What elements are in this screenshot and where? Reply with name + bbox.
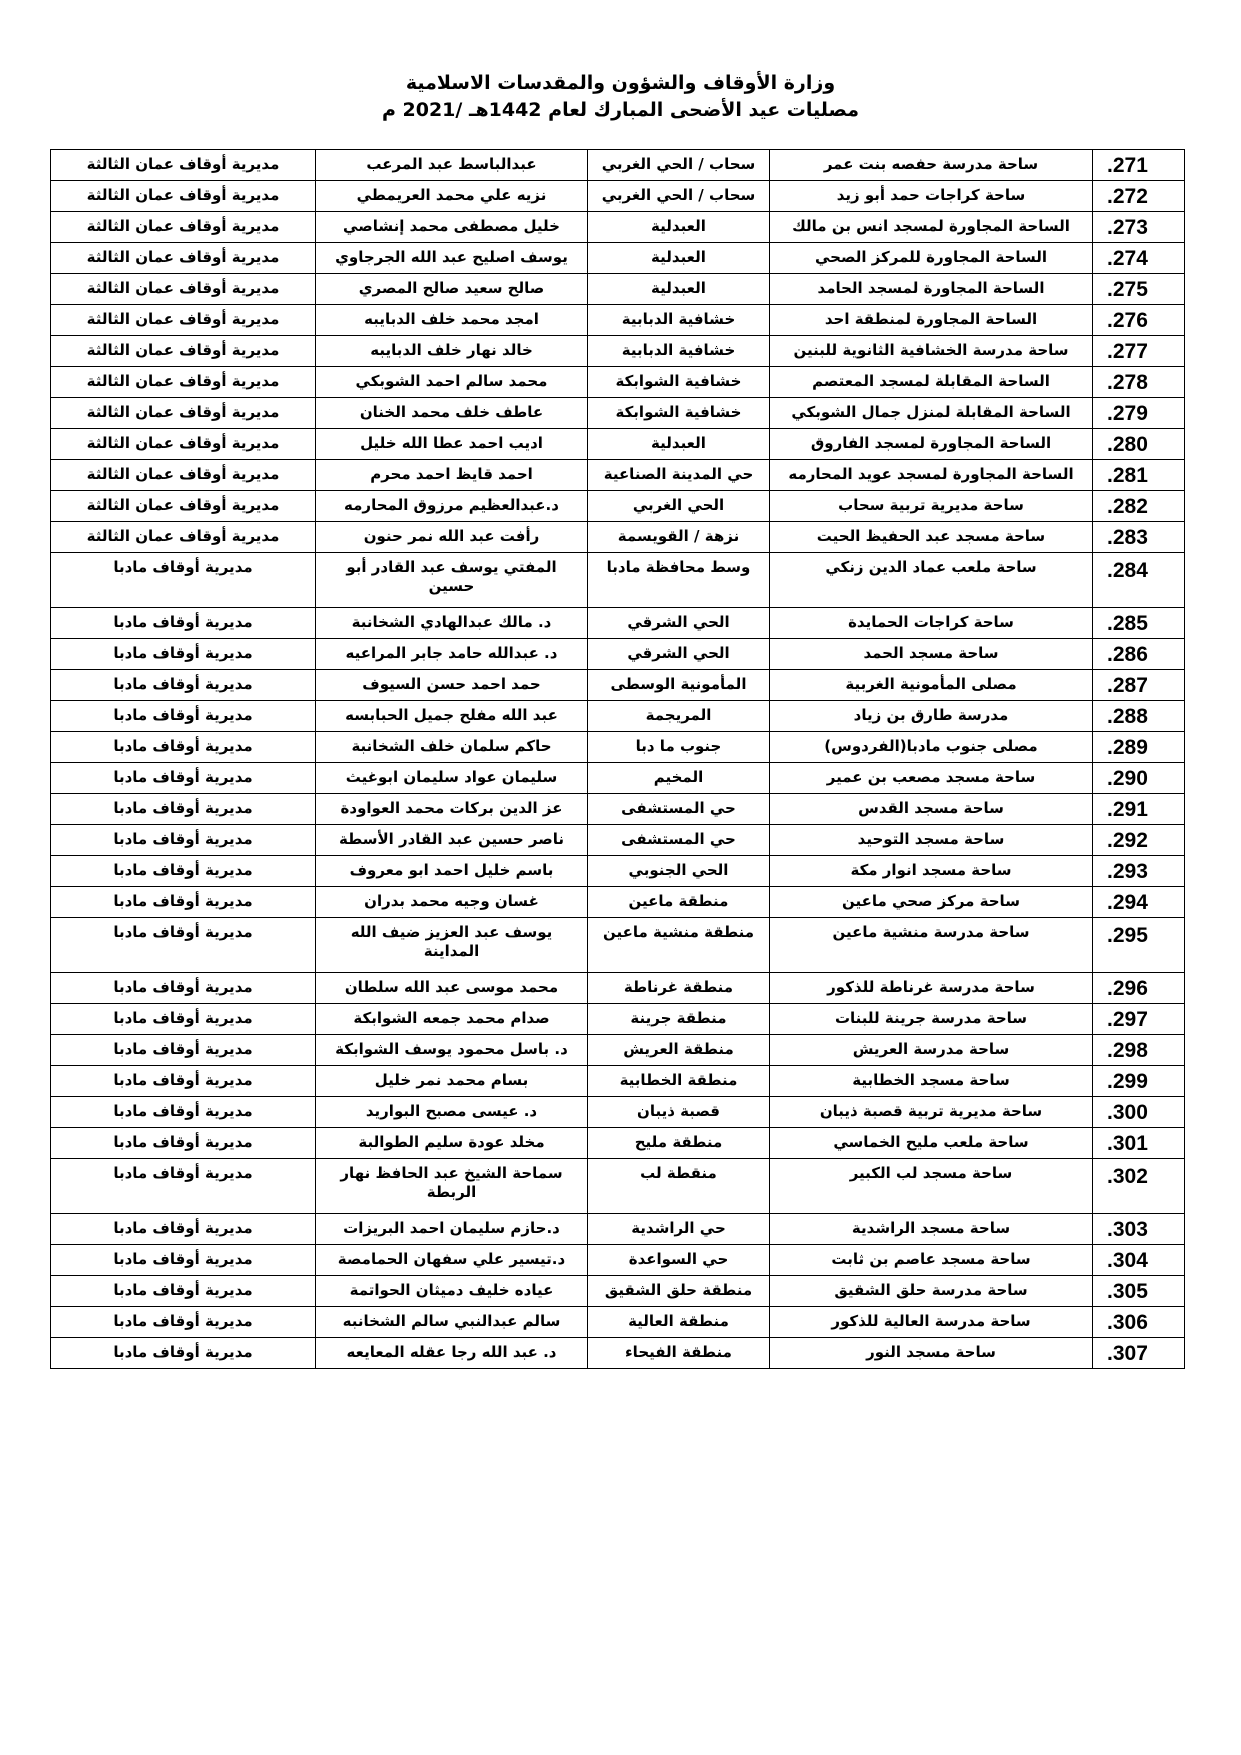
table-row [51,763,1185,794]
table-row [51,670,1185,701]
directorate-name: مديرية أوقاف مادبا [51,1276,316,1307]
row-number: .307 [1093,1338,1185,1369]
imam-name: رأفت عبد الله نمر حنون [316,522,588,553]
directorate-name: مديرية أوقاف عمان الثالثة [51,336,316,367]
prayer-ground-location: ساحة مسجد مصعب بن عمير [770,763,1093,794]
area-name: الحي الشرقي [588,608,770,639]
imam-name: عز الدين بركات محمد العواودة [316,794,588,825]
prayer-ground-location: الساحة المجاورة لمسجد الحامد [770,274,1093,305]
area-name: منقطة لب [588,1159,770,1214]
table-row [51,1035,1185,1066]
table-row [51,1276,1185,1307]
prayer-ground-location: ساحة مسجد الحمد [770,639,1093,670]
area-name: الحي الغربي [588,491,770,522]
imam-name: سليمان عواد سليمان ابوغيث [316,763,588,794]
prayer-ground-location: الساحة المجاورة لمسجد عويد المحارمه [770,460,1093,491]
row-number: .295 [1093,918,1185,973]
directorate-name: مديرية أوقاف مادبا [51,670,316,701]
directorate-name: مديرية أوقاف مادبا [51,918,316,973]
row-number: .276 [1093,305,1185,336]
area-name: نزهة / القويسمة [588,522,770,553]
imam-name: سالم عبدالنبي سالم الشخانبه [316,1307,588,1338]
table-row [51,1214,1185,1245]
area-name: العبدلية [588,429,770,460]
row-number: .277 [1093,336,1185,367]
table-row [51,367,1185,398]
area-name: سحاب / الحي الغربي [588,150,770,181]
row-number: .302 [1093,1159,1185,1214]
directorate-name: مديرية أوقاف مادبا [51,763,316,794]
directorate-name: مديرية أوقاف مادبا [51,973,316,1004]
table-row [51,305,1185,336]
area-name: منطقة منشية ماعين [588,918,770,973]
table-row [51,398,1185,429]
table-row [51,1004,1185,1035]
table-row [51,150,1185,181]
area-name: منطقة حلق الشقيق [588,1276,770,1307]
table-row [51,825,1185,856]
area-name: سحاب / الحي الغربي [588,181,770,212]
prayer-ground-location: ساحة مسجد الراشدية [770,1214,1093,1245]
table-row [51,181,1185,212]
table-row [51,794,1185,825]
area-name: العبدلية [588,274,770,305]
row-number: .282 [1093,491,1185,522]
imam-name: صدام محمد جمعه الشوابكة [316,1004,588,1035]
prayer-ground-location: ساحة مسجد التوحيد [770,825,1093,856]
imam-name: صالح سعيد صالح المصري [316,274,588,305]
area-name: الحي الشرقي [588,639,770,670]
table-row [51,1128,1185,1159]
row-number: .273 [1093,212,1185,243]
row-number: .298 [1093,1035,1185,1066]
directorate-name: مديرية أوقاف مادبا [51,1097,316,1128]
row-number: .271 [1093,150,1185,181]
table-row [51,887,1185,918]
table-row [51,1159,1185,1214]
imam-name: غسان وجيه محمد بدران [316,887,588,918]
prayer-ground-location: ساحة مدرسة منشية ماعين [770,918,1093,973]
prayer-ground-location: ساحة مدرسة جرينة للبنات [770,1004,1093,1035]
prayer-ground-location: ساحة مسجد الخطابية [770,1066,1093,1097]
directorate-name: مديرية أوقاف عمان الثالثة [51,367,316,398]
directorate-name: مديرية أوقاف مادبا [51,701,316,732]
area-name: المريجمة [588,701,770,732]
imam-name: يوسف اصليح عبد الله الجرجاوي [316,243,588,274]
directorate-name: مديرية أوقاف مادبا [51,794,316,825]
imam-name: عبد الله مفلح جميل الحبابسه [316,701,588,732]
imam-name: عياده خليف دميثان الحواتمة [316,1276,588,1307]
row-number: .278 [1093,367,1185,398]
directorate-name: مديرية أوقاف عمان الثالثة [51,243,316,274]
area-name: منطقة الفيحاء [588,1338,770,1369]
prayer-ground-location: ساحة مدرسة العالية للذكور [770,1307,1093,1338]
directorate-name: مديرية أوقاف مادبا [51,1004,316,1035]
prayer-ground-location: الساحة المقابلة لمنزل جمال الشوبكي [770,398,1093,429]
row-number: .288 [1093,701,1185,732]
area-name: منطقة العالية [588,1307,770,1338]
imam-name: د.تيسير علي سفهان الحمامصة [316,1245,588,1276]
directorate-name: مديرية أوقاف عمان الثالثة [51,305,316,336]
prayer-grounds-table [50,149,1185,1369]
prayer-ground-location: ساحة مدرسة حفصه بنت عمر [770,150,1093,181]
directorate-name: مديرية أوقاف مادبا [51,608,316,639]
imam-name: محمد موسى عبد الله سلطان [316,973,588,1004]
imam-name: د. عيسى مصبح البواريد [316,1097,588,1128]
imam-name: د. عبد الله رجا عقله المعايعه [316,1338,588,1369]
directorate-name: مديرية أوقاف مادبا [51,856,316,887]
area-name: العبدلية [588,212,770,243]
prayer-ground-location: ساحة مسجد عاصم بن ثابت [770,1245,1093,1276]
area-name: قصبة ذيبان [588,1097,770,1128]
table-row [51,701,1185,732]
row-number: .280 [1093,429,1185,460]
prayer-ground-location: ساحة مديرية تربية سحاب [770,491,1093,522]
row-number: .297 [1093,1004,1185,1035]
area-name: منطقة الخطابية [588,1066,770,1097]
area-name: حي الراشدية [588,1214,770,1245]
imam-name: د. باسل محمود يوسف الشوابكة [316,1035,588,1066]
prayer-ground-location: ساحة مسجد انوار مكة [770,856,1093,887]
table-row [51,522,1185,553]
area-name: جنوب ما دبا [588,732,770,763]
directorate-name: مديرية أوقاف عمان الثالثة [51,398,316,429]
imam-name: باسم خليل احمد ابو معروف [316,856,588,887]
imam-name: اديب احمد عطا الله خليل [316,429,588,460]
prayer-ground-location: الساحة المجاورة لمنطقة احد [770,305,1093,336]
imam-name: خالد نهار خلف الدبايبه [316,336,588,367]
imam-name: نزيه علي محمد العريمطي [316,181,588,212]
document-title: مصليات عيد الأضحى المبارك لعام 1442هـ /2021 م [381,99,860,121]
imam-name: سماحة الشيخ عبد الحافظ نهار الربطة [316,1159,588,1214]
imam-name: احمد قايظ احمد محرم [316,460,588,491]
row-number: .286 [1093,639,1185,670]
imam-name: حمد احمد حسن السيوف [316,670,588,701]
area-name: منطقة العريش [588,1035,770,1066]
table-row [51,1097,1185,1128]
ministry-title: وزارة الأوقاف والشؤون والمقدسات الاسلامية [405,72,836,94]
prayer-ground-location: مصلى المأمونية الغربية [770,670,1093,701]
directorate-name: مديرية أوقاف عمان الثالثة [51,181,316,212]
area-name: حي المستشفى [588,825,770,856]
area-name: منطقة جرينة [588,1004,770,1035]
prayer-ground-location: ساحة مدرسة غرناطة للذكور [770,973,1093,1004]
prayer-ground-location: ساحة مسجد النور [770,1338,1093,1369]
prayer-ground-location: ساحة كراجات الحمايدة [770,608,1093,639]
imam-name: يوسف عبد العزيز ضيف الله المداينة [316,918,588,973]
area-name: حي المستشفى [588,794,770,825]
row-number: .293 [1093,856,1185,887]
table-row [51,918,1185,973]
directorate-name: مديرية أوقاف مادبا [51,1214,316,1245]
row-number: .285 [1093,608,1185,639]
directorate-name: مديرية أوقاف عمان الثالثة [51,491,316,522]
table-row [51,856,1185,887]
directorate-name: مديرية أوقاف مادبا [51,1307,316,1338]
imam-name: د.عبدالعظيم مرزوق المحارمه [316,491,588,522]
table-row [51,212,1185,243]
prayer-ground-location: مدرسة طارق بن زياد [770,701,1093,732]
directorate-name: مديرية أوقاف عمان الثالثة [51,429,316,460]
directorate-name: مديرية أوقاف مادبا [51,1128,316,1159]
row-number: .281 [1093,460,1185,491]
row-number: .279 [1093,398,1185,429]
prayer-ground-location: ساحة مسجد لب الكبير [770,1159,1093,1214]
row-number: .272 [1093,181,1185,212]
row-number: .305 [1093,1276,1185,1307]
row-number: .300 [1093,1097,1185,1128]
prayer-ground-location: ساحة مسجد القدس [770,794,1093,825]
imam-name: د.حازم سليمان احمد البريزات [316,1214,588,1245]
directorate-name: مديرية أوقاف مادبا [51,1245,316,1276]
row-number: .290 [1093,763,1185,794]
directorate-name: مديرية أوقاف عمان الثالثة [51,274,316,305]
imam-name: د. عبدالله حامد جابر المراعيه [316,639,588,670]
row-number: .303 [1093,1214,1185,1245]
prayer-ground-location: ساحة ملعب مليح الخماسي [770,1128,1093,1159]
area-name: خشافية الشوابكة [588,398,770,429]
directorate-name: مديرية أوقاف مادبا [51,553,316,608]
prayer-ground-location: الساحة المقابلة لمسجد المعتصم [770,367,1093,398]
document-header [0,70,1241,124]
area-name: العبدلية [588,243,770,274]
area-name: خشافية الدبابية [588,305,770,336]
imam-name: محمد سالم احمد الشوبكي [316,367,588,398]
imam-name: امجد محمد خلف الدبايبه [316,305,588,336]
table-row [51,243,1185,274]
table-row [51,639,1185,670]
directorate-name: مديرية أوقاف مادبا [51,639,316,670]
directorate-name: مديرية أوقاف عمان الثالثة [51,212,316,243]
row-number: .306 [1093,1307,1185,1338]
directorate-name: مديرية أوقاف مادبا [51,1035,316,1066]
table-row [51,1338,1185,1369]
imam-name: حاكم سلمان خلف الشخانبة [316,732,588,763]
table-row [51,336,1185,367]
row-number: .287 [1093,670,1185,701]
prayer-ground-location: ساحة ملعب عماد الدين زنكي [770,553,1093,608]
directorate-name: مديرية أوقاف عمان الثالثة [51,150,316,181]
prayer-ground-location: ساحة مسجد عبد الحفيظ الحيت [770,522,1093,553]
directorate-name: مديرية أوقاف عمان الثالثة [51,522,316,553]
prayer-ground-location: ساحة مدرسة العريش [770,1035,1093,1066]
table-row [51,429,1185,460]
imam-name: بسام محمد نمر خليل [316,1066,588,1097]
directorate-name: مديرية أوقاف مادبا [51,1338,316,1369]
area-name: الحي الجنوبي [588,856,770,887]
table-row [51,608,1185,639]
imam-name: مخلد عودة سليم الطوالبة [316,1128,588,1159]
prayer-ground-location: ساحة مدرسة حلق الشقيق [770,1276,1093,1307]
table-row [51,1245,1185,1276]
area-name: منطقة مليح [588,1128,770,1159]
prayer-ground-location: ساحة مركز صحي ماعين [770,887,1093,918]
directorate-name: مديرية أوقاف مادبا [51,732,316,763]
directorate-name: مديرية أوقاف مادبا [51,825,316,856]
directorate-name: مديرية أوقاف مادبا [51,1066,316,1097]
area-name: وسط محافظة مادبا [588,553,770,608]
row-number: .301 [1093,1128,1185,1159]
area-name: منطقة ماعين [588,887,770,918]
area-name: حي المدينة الصناعية [588,460,770,491]
prayer-ground-location: ساحة مديرية تربية قصبة ذيبان [770,1097,1093,1128]
table-row [51,1307,1185,1338]
imam-name: المفتي يوسف عبد القادر أبو حسين [316,553,588,608]
imam-name: عبدالباسط عبد المرعب [316,150,588,181]
row-number: .299 [1093,1066,1185,1097]
row-number: .304 [1093,1245,1185,1276]
row-number: .291 [1093,794,1185,825]
table-row [51,732,1185,763]
table-row [51,973,1185,1004]
area-name: حي السواعدة [588,1245,770,1276]
imam-name: ناصر حسين عبد القادر الأسطة [316,825,588,856]
area-name: المأمونية الوسطى [588,670,770,701]
prayer-ground-location: الساحة المجاورة للمركز الصحي [770,243,1093,274]
row-number: .284 [1093,553,1185,608]
prayer-ground-location: الساحة المجاورة لمسجد الفاروق [770,429,1093,460]
row-number: .294 [1093,887,1185,918]
directorate-name: مديرية أوقاف مادبا [51,887,316,918]
area-name: منطقة غرناطة [588,973,770,1004]
row-number: .292 [1093,825,1185,856]
table-row [51,460,1185,491]
row-number: .275 [1093,274,1185,305]
table-row [51,1066,1185,1097]
prayer-ground-location: الساحة المجاورة لمسجد انس بن مالك [770,212,1093,243]
imam-name: عاطف خلف محمد الخنان [316,398,588,429]
area-name: خشافية الشوابكة [588,367,770,398]
imam-name: خليل مصطفى محمد إنشاصي [316,212,588,243]
area-name: المخيم [588,763,770,794]
directorate-name: مديرية أوقاف عمان الثالثة [51,460,316,491]
row-number: .274 [1093,243,1185,274]
table-row [51,491,1185,522]
row-number: .296 [1093,973,1185,1004]
prayer-ground-location: ساحة مدرسة الخشافية الثانوية للبنين [770,336,1093,367]
table-body [51,150,1185,1369]
prayer-ground-location: ساحة كراجات حمد أبو زيد [770,181,1093,212]
table-row [51,553,1185,608]
directorate-name: مديرية أوقاف مادبا [51,1159,316,1214]
table-row [51,274,1185,305]
area-name: خشافية الدبابية [588,336,770,367]
row-number: .283 [1093,522,1185,553]
row-number: .289 [1093,732,1185,763]
prayer-ground-location: مصلى جنوب مادبا(الفردوس) [770,732,1093,763]
imam-name: د. مالك عبدالهادي الشخانبة [316,608,588,639]
